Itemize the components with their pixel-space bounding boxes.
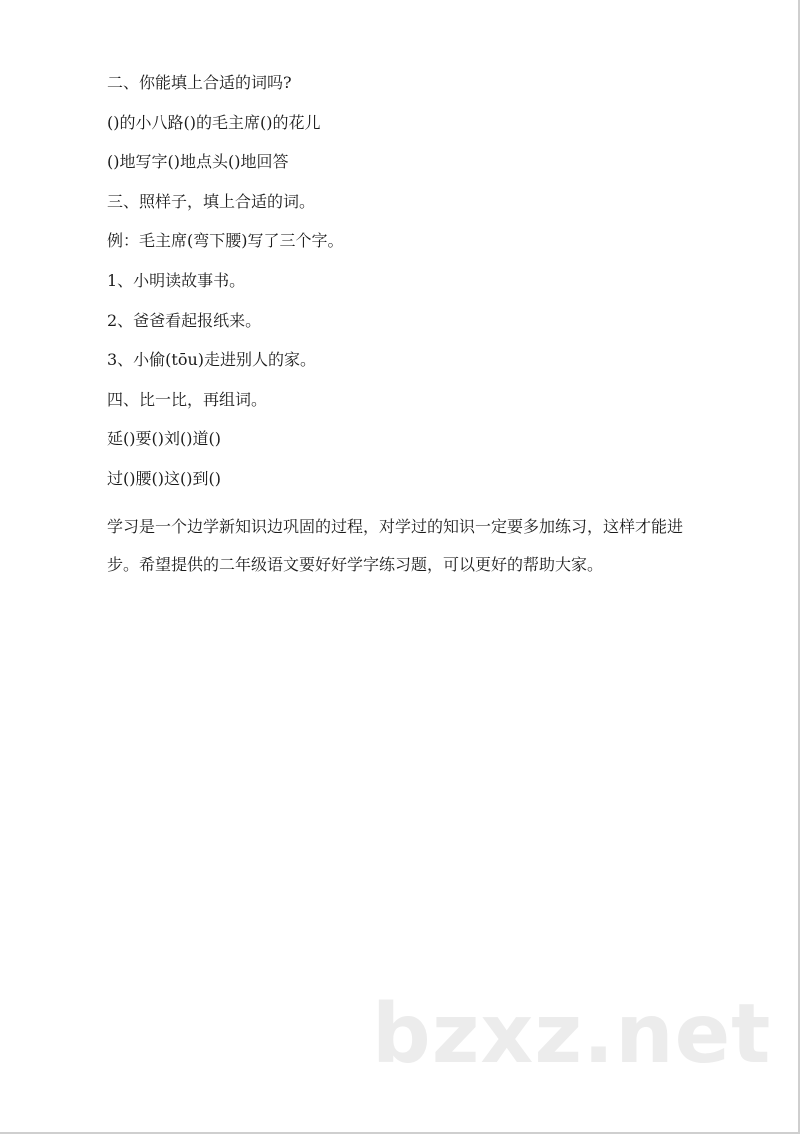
exercise-line: 延()要()刘()道() (107, 429, 221, 449)
exercise-line: 过()腰()这()到() (107, 468, 221, 488)
section-heading-3: 三、照样子，填上合适的词。 (107, 191, 316, 211)
document-body (107, 72, 697, 585)
exercise-line: 3、小偷(tōu)走进别人的家。 (107, 350, 317, 370)
exercise-line: 1、小明读故事书。 (107, 270, 246, 290)
exercise-line: ()的小八路()的毛主席()的花儿 (107, 112, 321, 132)
exercise-line: ()地写字()地点头()地回答 (107, 152, 289, 172)
section-heading-4: 四、比一比，再组词。 (107, 389, 268, 409)
section-heading-2: 二、你能填上合适的词吗? (107, 73, 292, 92)
watermark-logo: bzxz.net (372, 987, 772, 1082)
exercise-line: 2、爸爸看起报纸来。 (107, 310, 262, 330)
closing-paragraph: 学习是一个边学新知识边巩固的过程，对学过的知识一定要多加练习，这样才能进步。希望提供的二年级语文要好好学字练习题，可以更好的帮助大家。 (107, 516, 684, 575)
example-line: 例：毛主席(弯下腰)写了三个字。 (107, 231, 344, 251)
